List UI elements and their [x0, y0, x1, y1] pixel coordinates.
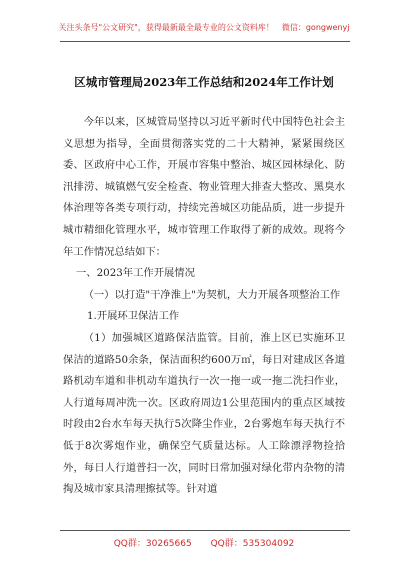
- footer: [0, 536, 408, 549]
- promo-banner: 关注头条号"公文研究"，获得最新最全最专业的公文资料库！ 微信：gongwenyj: [58, 23, 350, 32]
- footer-divider: [60, 530, 350, 531]
- document-body: [63, 112, 345, 501]
- qq-group-2: QQ群：535304092: [210, 539, 295, 549]
- document-title: 区城市管理局2023年工作总结和2024年工作计划: [74, 75, 334, 89]
- body-paragraph: （1）加强城区道路保洁监管。目前，淮上区已实施环卫保洁的道路50余条，保洁面积约600万㎡，每日对建成区各道路机动车道和非机动车道执行一次一拖一或一拖二洗扫作业，人行道每周冲洗一次。区政府周边1公里范围内的重点区域按时段由2台水车每天执行5次降尘作业，2台雾炮车每天执行不低于8次雾炮作业，确保空气质量达标。人工除漂浮物捡拾外，每日人行道普扫一次，同时日常加强对绿化带内杂物的清掏及城市家具清理擦拭等。针对道: [63, 331, 345, 496]
- item-heading: 1.开展环卫保洁工作: [87, 310, 180, 323]
- header-divider: [60, 41, 350, 42]
- qq-group-1: QQ群：30265665: [113, 539, 192, 549]
- section-heading: 一、2023年工作开展情况: [76, 267, 195, 280]
- subsection-heading: （一）以打造"干净淮上"为契机，大力开展各项整治工作: [83, 288, 341, 301]
- intro-paragraph: 今年以来，区城管局坚持以习近平新时代中国特色社会主义思想为指导，全面贯彻落实党的二十大精神，紧紧围绕区委、区政府中心工作，开展市容集中整治、城区园林绿化、防汛排涝、城镇燃气安全检查、物业管理大排查大整改、黑臭水体治理等各类专项行动，持续完善城区功能品质，进一步提升城市精细化管理水平，城市管理工作取得了新的成效。现将今年工作情况总结如下：: [63, 116, 345, 258]
